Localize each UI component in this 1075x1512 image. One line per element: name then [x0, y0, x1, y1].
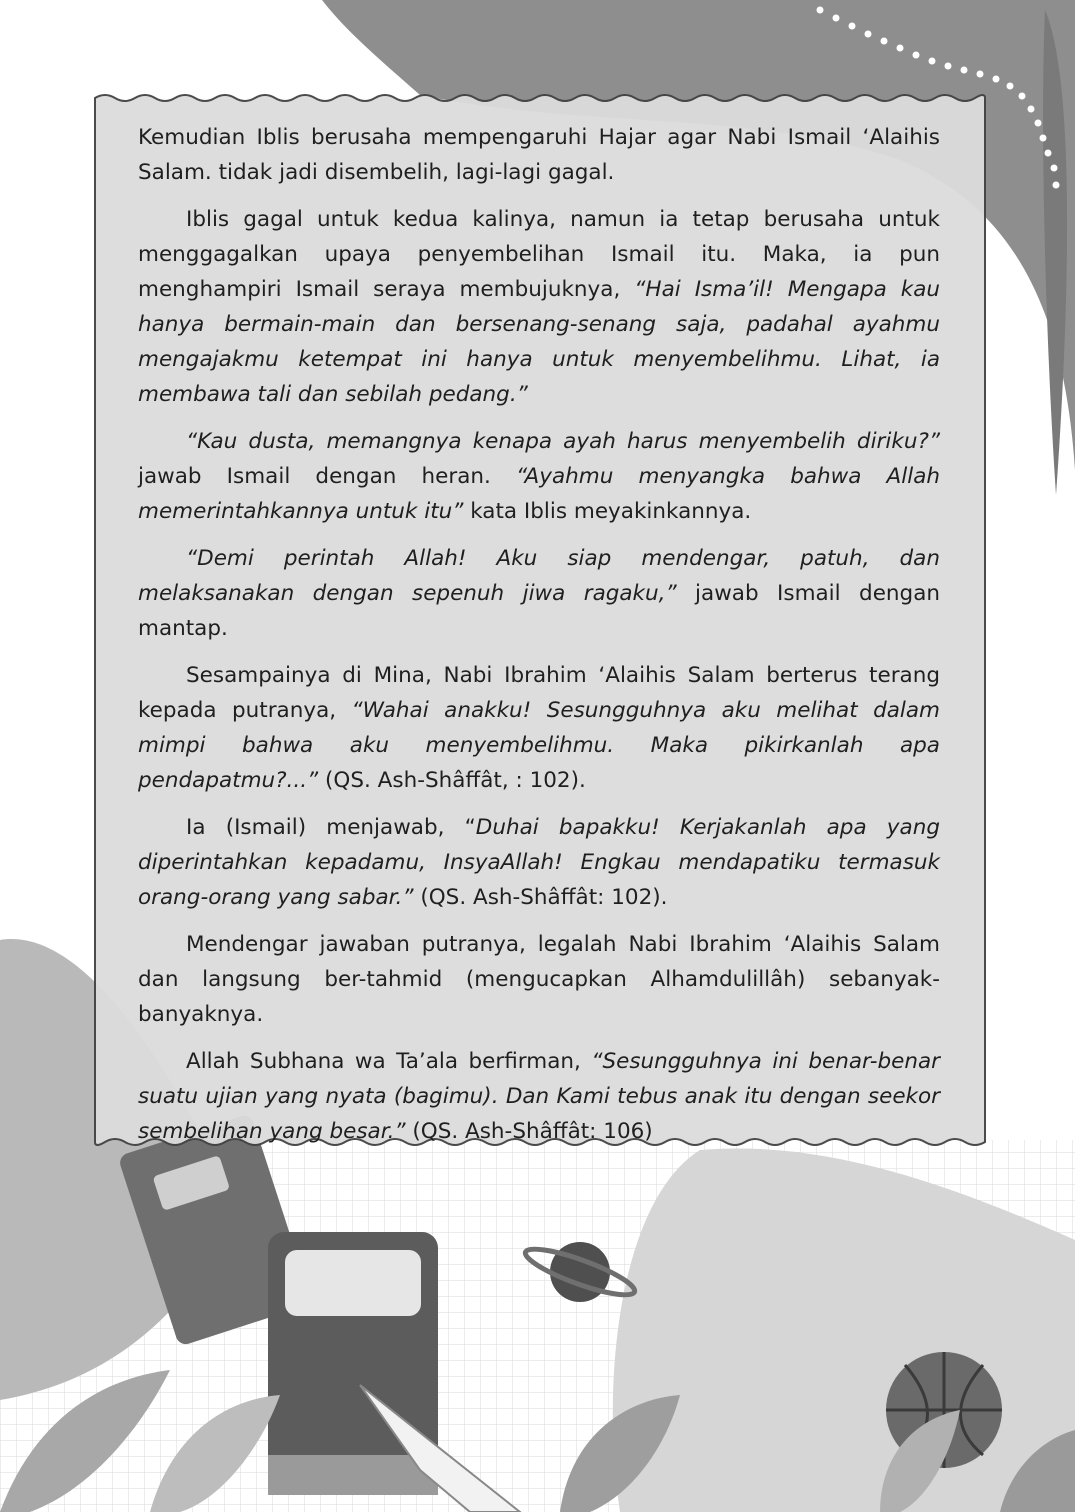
paragraph-1: Kemudian Iblis berusaha mempengaruhi Hajar agar Nabi Ismail ‘Alaihis Salam. tidak jadi disembelih, lagi-lagi gagal. [138, 125, 940, 185]
paragraph-5: Sesampainya di Mina, Nabi Ibrahim ‘Alaihis Salam berterus terang kepada putranya, “Wahai anakku! Sesungguhnya aku melihat dalam mimpi bahwa aku menyembelihmu. Maka pikirkanlah apa pendapatmu?...” (QS. Ash-Shâffât, : 102). [138, 663, 940, 793]
paragraph-8: Allah Subhana wa Ta’ala berfirman, “Sesungguhnya ini benar-benar suatu ujian yang nyata (bagimu). Dan Kami tebus anak itu dengan seekor sembelihan yang besar.” (QS. Ash-Shâffât: 106) [138, 1049, 940, 1144]
paragraph-6: Ia (Ismail) menjawab, “Duhai bapakku! Kerjakanlah apa yang diperintahkan kepadamu, InsyaAllah! Engkau mendapatiku termasuk orang-orang yang sabar.” (QS. Ash-Shâffât: 102). [138, 815, 940, 910]
paragraph-4: “Demi perintah Allah! Aku siap mendengar, patuh, dan melaksanakan dengan sepenuh jiwa ragaku,” jawab Ismail dengan mantap. [138, 546, 941, 641]
story-text-box [138, 120, 941, 1144]
paragraph-3: “Kau dusta, memangnya kenapa ayah harus menyembelih diriku?” jawab Ismail dengan heran. “Ayahmu menyangka bahwa Allah memerintahkannya untuk itu” kata Iblis meyakinkannya. [138, 429, 941, 524]
paragraph-7: Mendengar jawaban putranya, legalah Nabi Ibrahim ‘Alaihis Salam dan langsung ber-tahmid (mengucapkan Alhamdulillâh) sebanyak-banyaknya. [138, 932, 940, 1027]
paragraph-2: Iblis gagal untuk kedua kalinya, namun ia tetap berusaha untuk menggagalkan upaya penyembelihan Ismail itu. Maka, ia pun menghampiri Ismail seraya membujuknya, “Hai Isma’il! Mengapa kau hanya bermain-main dan bersenang-senang saja, padahal ayahmu mengajakmu ketempat ini hanya untuk menyembelihmu. Lihat, ia membawa tali dan sebilah pedang.” [138, 207, 940, 407]
